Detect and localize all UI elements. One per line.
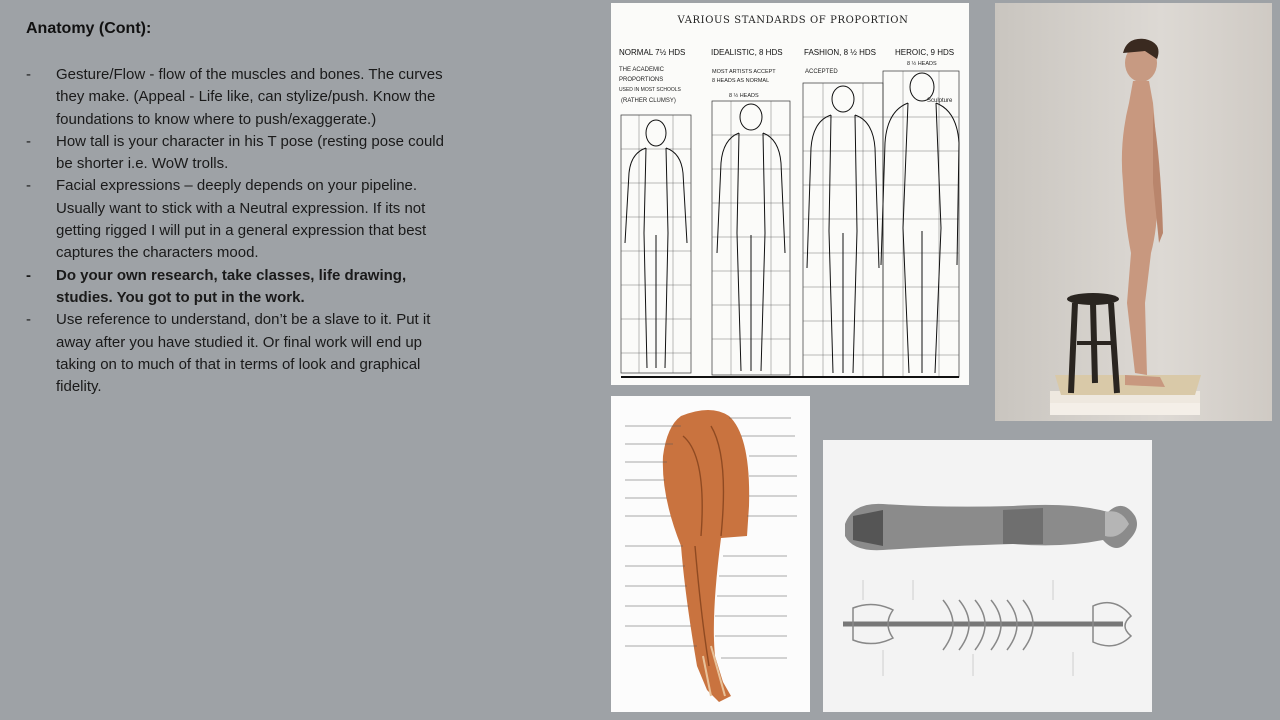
column-note: 8 HEADS AS NORMAL (712, 78, 770, 84)
column-note: THE ACADEMIC (619, 67, 665, 73)
bullet-item: - Do your own research, take classes, life drawing, studies. You got to put in the work. (26, 265, 446, 310)
chart-heading: VARIOUS STANDARDS OF PROPORTION (677, 15, 909, 26)
column-note: USED IN MOST SCHOOLS (619, 87, 681, 93)
bullet-list (26, 64, 446, 398)
bullet-item: - How tall is your character in his T pose (resting pose could be shorter i.e. WoW trolls. (26, 131, 446, 176)
bullet-item: - Facial expressions – deeply depends on your pipeline. Usually want to stick with a Neutral expression. If its not getting rigged I will put in a general expression that best captures the characters mood. (26, 175, 446, 264)
column-note: MOST ARTISTS ACCEPT (712, 69, 776, 75)
skeleton-image (823, 440, 1152, 712)
column-label: IDEALISTIC, 8 HDS (711, 48, 783, 57)
proportion-chart-image (611, 3, 969, 385)
column-note: (RATHER CLUMSY) (621, 98, 676, 104)
arm-drawing (611, 396, 810, 712)
column-note: Sculpture (927, 98, 953, 104)
column-note: PROPORTIONS (619, 77, 664, 83)
proportion-chart-drawing (611, 3, 969, 385)
column-label: FASHION, 8 ½ HDS (804, 48, 877, 57)
photo-drawing (995, 3, 1272, 421)
slide-title: Anatomy (Cont): (26, 20, 152, 37)
arm-muscle-image (611, 396, 810, 712)
column-note: 8 ½ HEADS (907, 61, 937, 67)
bullet-item: - Use reference to understand, don’t be a slave to it. Put it away after you have studied it. Or final work will end up taking on to much of that in terms of look and graphical fidelity. (26, 309, 446, 398)
column-label: HEROIC, 9 HDS (895, 48, 955, 57)
bullet-item: - Gesture/Flow - flow of the muscles and bones. The curves they make. (Appeal - Life like, can stylize/push. Know the foundations to know where to push/exaggerate.) (26, 64, 446, 131)
column-label: NORMAL 7½ HDS (619, 48, 686, 57)
skeleton-drawing (823, 440, 1152, 712)
photo-reference-image (995, 3, 1272, 421)
column-note: ACCEPTED (805, 69, 838, 75)
column-note: 8 ½ HEADS (729, 93, 759, 99)
